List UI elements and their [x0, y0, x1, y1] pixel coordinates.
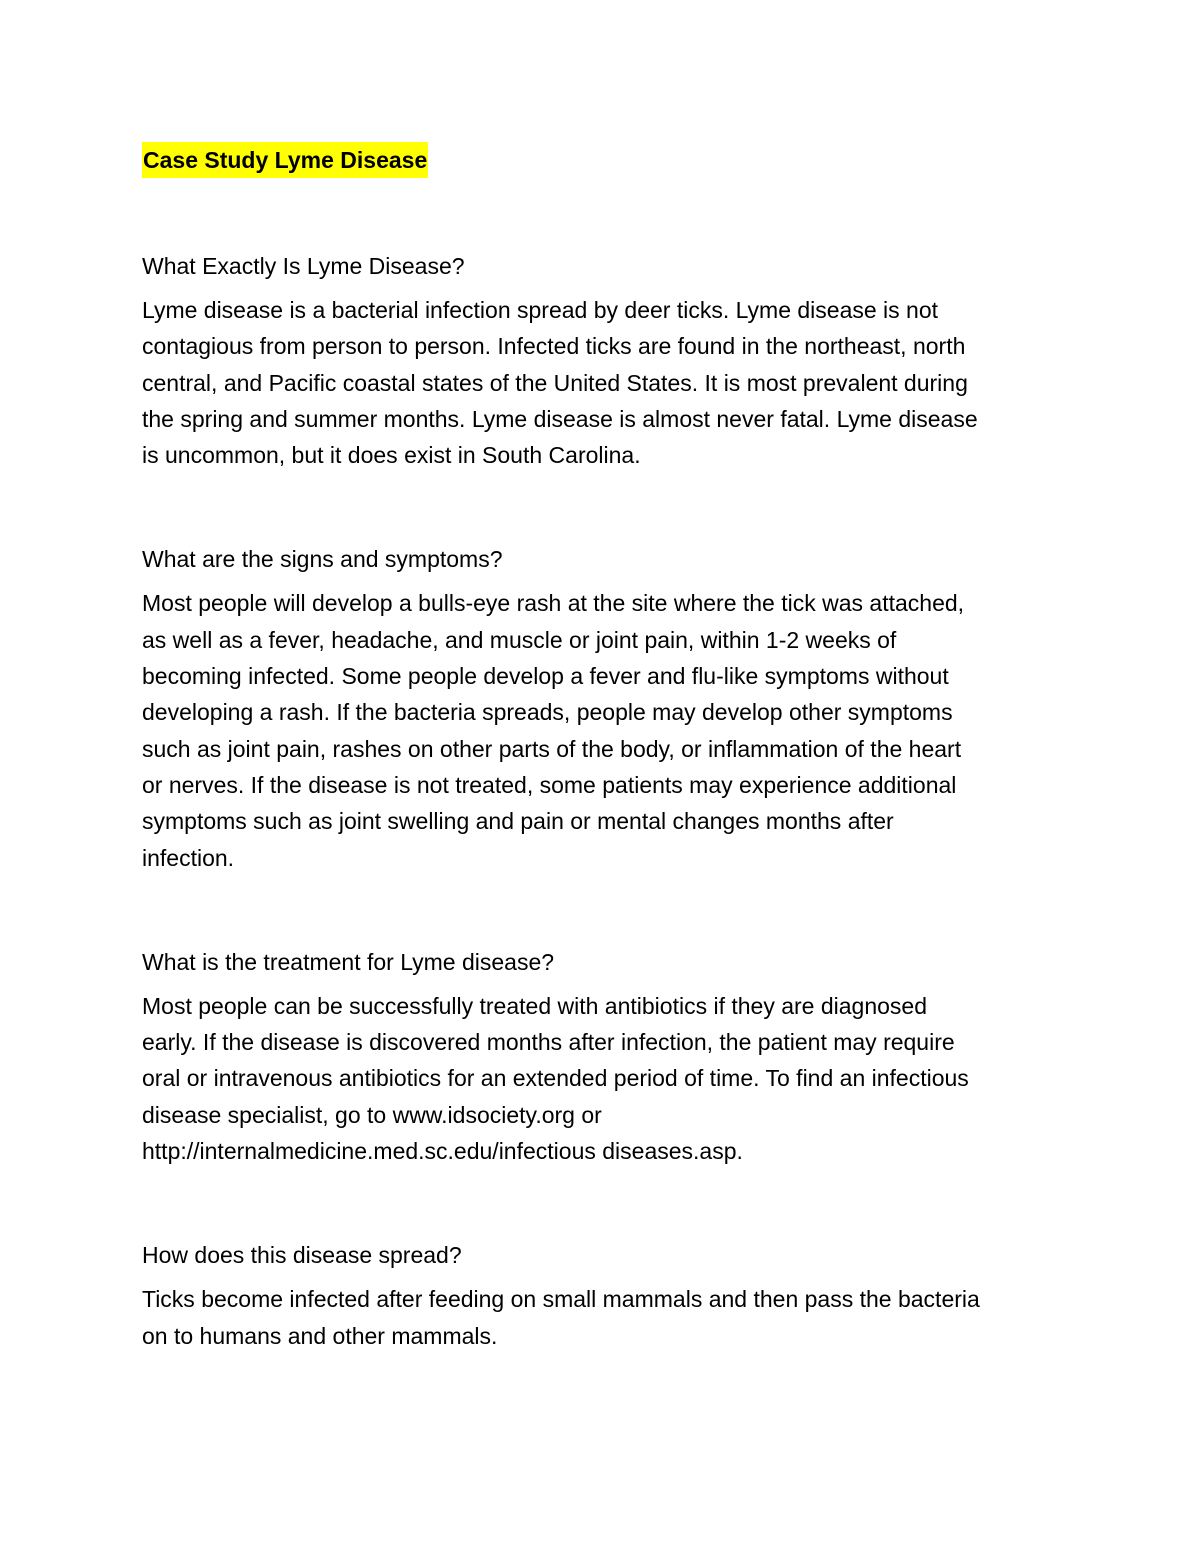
section-what-is-lyme [142, 248, 1072, 473]
answer-line: early. If the disease is discovered months after infection, the patient may require [142, 1029, 955, 1056]
answer-line: central, and Pacific coastal states of the United States. It is most prevalent during [142, 369, 968, 396]
answer-line: disease specialist, go to www.idsociety.org or [142, 1101, 602, 1128]
section-signs-symptoms [142, 541, 1072, 875]
section-question: What Exactly Is Lyme Disease? [142, 253, 465, 279]
section-answer [142, 585, 1072, 875]
section-question: What is the treatment for Lyme disease? [142, 948, 555, 975]
section-answer [142, 988, 1072, 1169]
document-title: Case Study Lyme Disease [142, 142, 428, 178]
section-treatment [142, 944, 1072, 1169]
answer-line: Lyme disease is a bacterial infection spread by deer ticks. Lyme disease is not [142, 297, 939, 323]
answer-line: the spring and summer months. Lyme disease is almost never fatal. Lyme disease [142, 405, 978, 432]
answer-line: or nerves. If the disease is not treated, some patients may experience additional [142, 771, 957, 798]
section-answer [142, 292, 1072, 473]
answer-line: Most people can be successfully treated with antibiotics if they are diagnosed [142, 992, 927, 1019]
section-question: What are the signs and symptoms? [142, 546, 503, 573]
answer-line: on to humans and other mammals. [142, 1322, 498, 1349]
answer-line: is uncommon, but it does exist in South Carolina. [142, 442, 641, 469]
document-body [142, 142, 1072, 1354]
answer-line: oral or intravenous antibiotics for an extended period of time. To find an infectious [142, 1065, 969, 1092]
section-question: How does this disease spread? [142, 1242, 462, 1269]
answer-line: such as joint pain, rashes on other parts of the body, or inflammation of the heart [142, 735, 962, 762]
answer-line: as well as a fever, headache, and muscle or joint pain, within 1-2 weeks of [142, 626, 897, 653]
answer-line: becoming infected. Some people develop a fever and flu-like symptoms without [142, 663, 949, 690]
answer-line: Most people will develop a bulls-eye rash at the site where the tick was attached, [142, 590, 965, 617]
answer-line: contagious from person to person. Infected ticks are found in the northeast, north [142, 333, 966, 360]
answer-line: developing a rash. If the bacteria spreads, people may develop other symptoms [142, 699, 953, 726]
answer-line: http://internalmedicine.med.sc.edu/infectious diseases.asp. [142, 1138, 743, 1165]
section-spread [142, 1237, 1072, 1354]
answer-line: infection. [142, 844, 235, 871]
answer-line: Ticks become infected after feeding on small mammals and then pass the bacteria [142, 1286, 980, 1313]
answer-line: symptoms such as joint swelling and pain or mental changes months after [142, 808, 894, 835]
section-answer [142, 1281, 1072, 1354]
